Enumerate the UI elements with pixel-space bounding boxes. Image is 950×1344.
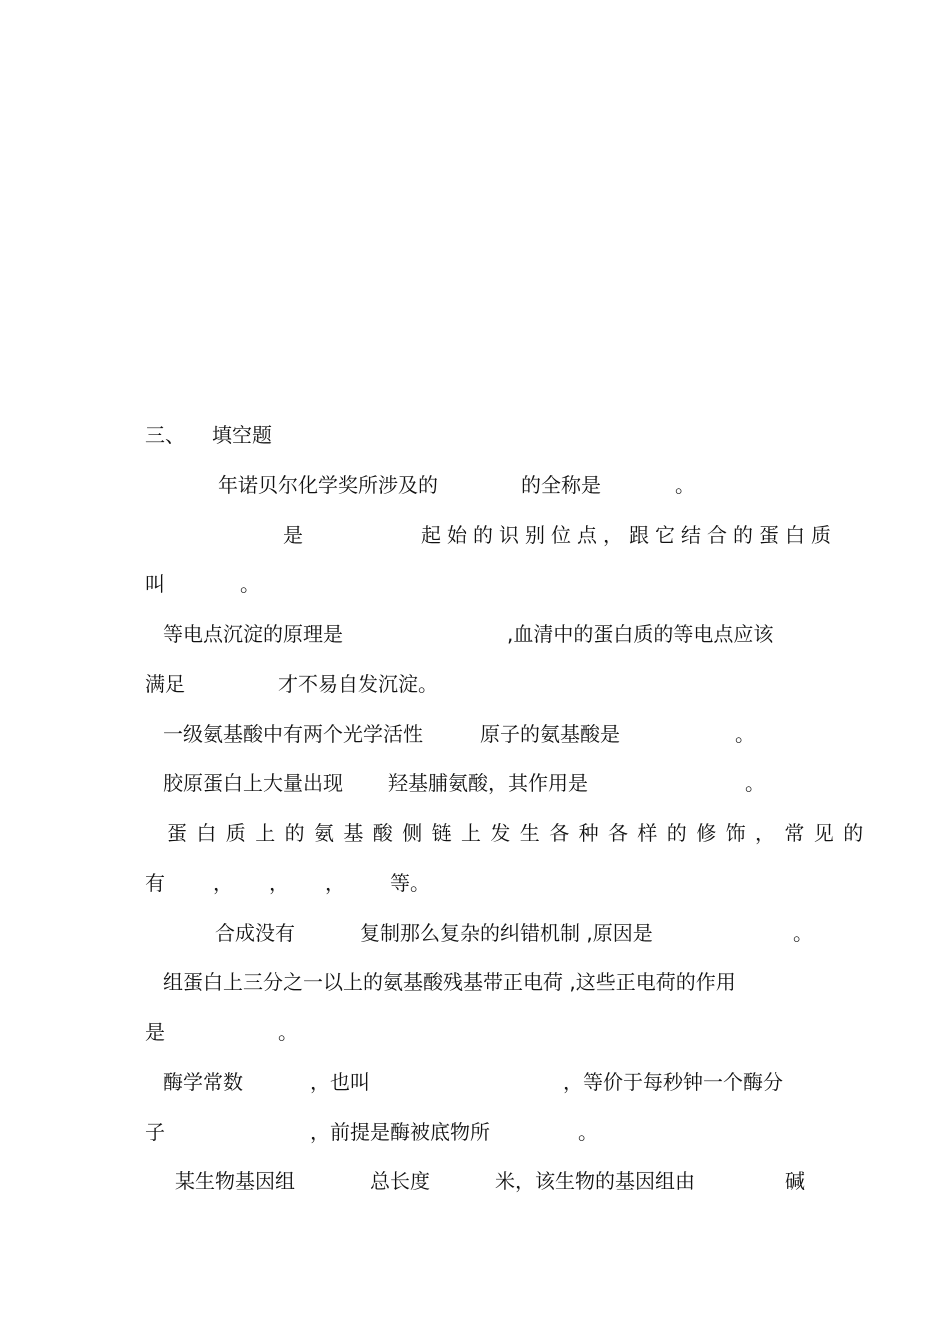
question-5 bbox=[0, 768, 950, 798]
question-6-continued bbox=[0, 868, 950, 898]
question-2-continued bbox=[0, 569, 950, 599]
question-text: 。 bbox=[793, 921, 813, 945]
question-text: 酶学常数 bbox=[163, 1070, 243, 1094]
question-3-continued bbox=[0, 669, 950, 699]
question-text: 组蛋白上三分之一以上的氨基酸残基带正电荷 ,这些正电荷的作用 bbox=[163, 970, 736, 994]
question-text: 才不易自发沉淀。 bbox=[278, 672, 438, 696]
question-text: 。 bbox=[240, 572, 260, 596]
section-heading bbox=[0, 420, 950, 450]
question-text: 。 bbox=[578, 1120, 598, 1144]
question-text: 起始的识别位点，跟它结合的蛋白质 bbox=[421, 523, 837, 547]
question-text: 羟基脯氨酸，其作用是 bbox=[388, 771, 588, 795]
question-text: ,血清中的蛋白质的等电点应该 bbox=[507, 622, 774, 646]
question-text: 米，该生物的基因组由 bbox=[495, 1169, 695, 1193]
question-4 bbox=[0, 719, 950, 749]
question-8-continued bbox=[0, 1017, 950, 1047]
question-text: 满足 bbox=[145, 672, 185, 696]
question-text: 。 bbox=[675, 473, 695, 497]
question-text: ，等价于每秒钟一个酶分 bbox=[563, 1070, 783, 1094]
question-text: 是 bbox=[145, 1020, 165, 1044]
question-text: 有 bbox=[145, 871, 165, 895]
question-10 bbox=[0, 1166, 950, 1196]
question-text: 等。 bbox=[390, 871, 430, 895]
question-7 bbox=[0, 918, 950, 948]
question-text: 。 bbox=[278, 1020, 298, 1044]
question-text: 子 bbox=[145, 1120, 165, 1144]
question-text: 总长度 bbox=[370, 1169, 430, 1193]
section-number: 三、 bbox=[145, 423, 185, 447]
question-text: ，也叫 bbox=[310, 1070, 370, 1094]
question-text: 胶原蛋白上大量出现 bbox=[163, 771, 343, 795]
question-text: 合成没有 bbox=[215, 921, 295, 945]
question-text: ， bbox=[325, 871, 345, 895]
question-text: 等电点沉淀的原理是 bbox=[163, 622, 343, 646]
question-text: 蛋白质上的氨基酸侧链上发生各种各样的修饰，常见的 bbox=[167, 821, 873, 845]
question-text: 年诺贝尔化学奖所涉及的 bbox=[218, 473, 438, 497]
question-text: 一级氨基酸中有两个光学活性 bbox=[163, 722, 423, 746]
question-text: 原子的氨基酸是 bbox=[480, 722, 620, 746]
question-9-continued bbox=[0, 1117, 950, 1147]
question-text: 叫 bbox=[145, 572, 165, 596]
question-1 bbox=[0, 470, 950, 500]
question-text: 的全称是 bbox=[521, 473, 601, 497]
question-text: 。 bbox=[735, 722, 755, 746]
question-2 bbox=[0, 520, 950, 550]
question-text: ，前提是酶被底物所 bbox=[310, 1120, 490, 1144]
question-text: 复制那么复杂的纠错机制 ,原因是 bbox=[360, 921, 653, 945]
question-text: ， bbox=[269, 871, 289, 895]
question-3 bbox=[0, 619, 950, 649]
question-9 bbox=[0, 1067, 950, 1097]
question-text: 某生物基因组 bbox=[175, 1169, 295, 1193]
question-text: ， bbox=[213, 871, 233, 895]
question-text: 是 bbox=[283, 523, 303, 547]
question-text: 碱 bbox=[785, 1169, 805, 1193]
question-6 bbox=[0, 818, 950, 848]
question-text: 。 bbox=[745, 771, 765, 795]
section-title: 填空题 bbox=[212, 423, 272, 447]
question-8 bbox=[0, 967, 950, 997]
